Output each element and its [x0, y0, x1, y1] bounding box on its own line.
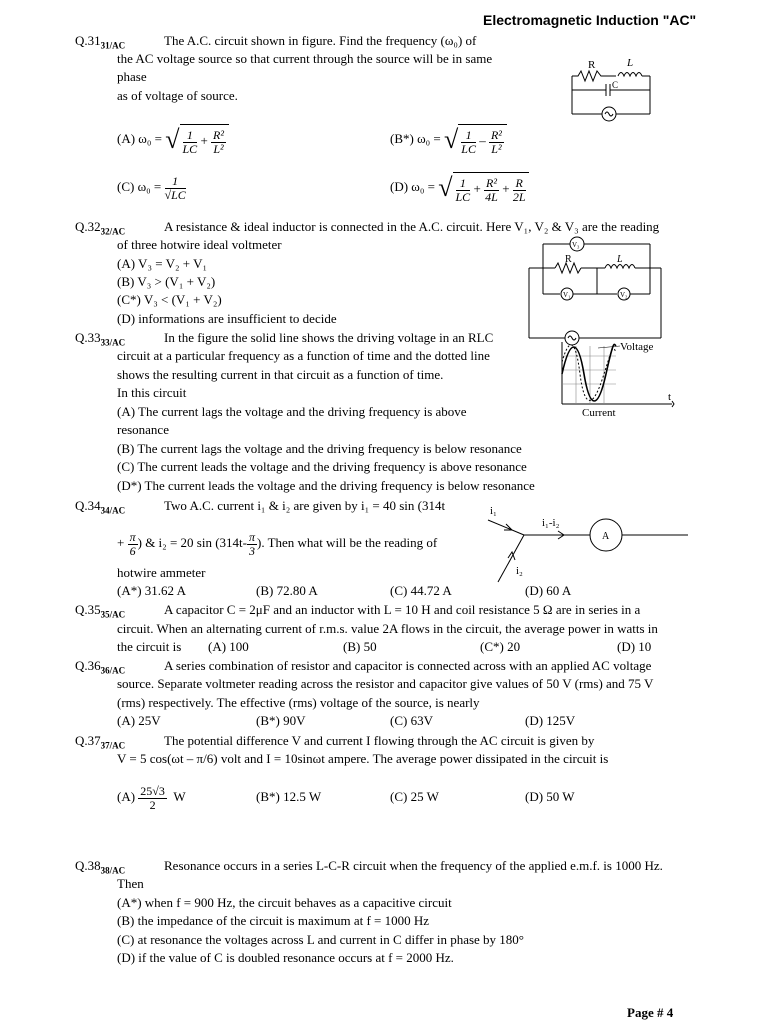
q31-option-b: (B*) ω₀ = √ $\frac{1}{LC}$ – $\frac{\text{R²}}{\text{L²}}$ [390, 124, 507, 156]
q32-option-c: (C*) V₃ < (V₁ + V₂) [117, 292, 222, 307]
question-37-line1: The potential difference V and current I flowing through the AC circuit is given by [164, 733, 595, 748]
q33-current-curve [562, 345, 616, 401]
question-31-line3: phase [117, 69, 147, 84]
question-33-line1: In the figure the solid line shows the driving voltage in an RLC [164, 330, 494, 345]
q31-label-r: R [588, 59, 596, 71]
question-32-line1: A resistance & ideal inductor is connected in the A.C. circuit. Here V₁, V₂ & V₃ are the reading [164, 219, 660, 234]
q33-option-a-line2: resonance [117, 422, 169, 437]
q37-option-b: (B*) 12.5 W [256, 789, 322, 804]
q38-option-d: (D) if the value of C is doubled resonance occurs at f = 2000 Hz. [117, 950, 454, 965]
question-number-32: $Q.32_{32/AC}$ [75, 219, 126, 237]
q33-label-current: Current [582, 407, 616, 419]
svg-text:V₂: V₂ [620, 291, 628, 299]
svg-text:V₃: V₃ [572, 241, 580, 249]
question-35-line1: A capacitor C = 2μF and an inductor with L = 10 H and coil resistance 5 Ω are in series in a [164, 602, 641, 617]
q34-option-a: (A*) 31.62 A [117, 583, 186, 598]
q31-resistor [572, 71, 616, 81]
q35-option-c: (C*) 20 [480, 639, 521, 654]
q33-waveform-graph [558, 336, 678, 422]
q32-option-b: (B) V₃ > (V₁ + V₂) [117, 274, 216, 289]
question-38-line2: Then [117, 876, 144, 891]
q34-label-i2: i₂ [516, 565, 523, 577]
q31-label-l: L [627, 57, 634, 69]
q34-label-i1: i₁ [490, 505, 497, 517]
q32-option-a: (A) V₃ = V₂ + V₁ [117, 256, 208, 271]
question-number-37: $Q.37_{37/AC}$ [75, 733, 126, 751]
svg-text:C: C [612, 80, 619, 90]
question-36-line1: A series combination of resistor and capacitor is connected across with an applied AC voltage [164, 658, 652, 673]
q33-option-b: (B) The current lags the voltage and the driving frequency is below resonance [117, 441, 522, 456]
q33-option-c: (C) The current leads the voltage and the driving frequency is above resonance [117, 459, 527, 474]
q35-option-b: (B) 50 [343, 639, 377, 654]
question-38-line1: Resonance occurs in a series L-C-R circuit when the frequency of the applied e.m.f. is 1000 Hz. [164, 858, 663, 873]
q35-option-d: (D) 10 [617, 639, 652, 654]
q37-option-c: (C) 25 W [390, 789, 439, 804]
question-36-line3: (rms) respectively. The effective (rms) voltage of the source, is nearly [117, 695, 480, 710]
q31-inductor [618, 73, 642, 77]
q33-option-d: (D*) The current leads the voltage and the driving frequency is below resonance [117, 478, 535, 493]
question-number-31: $Q.31_{31/AC}$ [75, 33, 126, 51]
question-31-line1: The A.C. circuit shown in figure. Find the frequency (ω₀) of [164, 33, 477, 48]
q33-option-a-line1: (A) The current lags the voltage and the driving frequency is above [117, 404, 467, 419]
question-34-line3: hotwire ammeter [117, 565, 206, 580]
q31-option-a: (A) ω₀ = √ $\frac{1}{LC}$ + $\frac{\text{R²}}{\text{L²}}$ [117, 124, 229, 156]
q33-label-voltage: Voltage [620, 341, 654, 353]
svg-text:L: L [617, 254, 623, 265]
q34-option-d: (D) 60 A [525, 583, 572, 598]
q36-option-d: (D) 125V [525, 713, 576, 728]
question-33-line3: shows the resulting current in that circuit as a function of time. [117, 367, 444, 382]
q35-option-a: (A) 100 [208, 639, 249, 654]
q31-circuit-diagram [566, 56, 658, 126]
q34-option-b: (B) 72.80 A [256, 583, 318, 598]
question-37-line2: V = 5 cos(ωt – π/6) volt and I = 10sinωt ampere. The average power dissipated in the circuit is [117, 751, 609, 766]
q34-option-c: (C) 44.72 A [390, 583, 452, 598]
q31-option-c: (C) ω₀ = $\frac{1}{√LC}$ [117, 173, 186, 202]
q38-option-b: (B) the impedance of the circuit is maximum at f = 1000 Hz [117, 913, 430, 928]
question-34-line1: Two A.C. current i₁ & i₂ are given by i₁ = 40 sin (314t [164, 498, 446, 513]
q31-option-d: (D) ω₀ = √ $\frac{1}{LC}$ + $\frac{\text{R²}}{4L}$ + $\frac{R}{2L}$ [390, 172, 529, 204]
question-33-line2: circuit at a particular frequency as a function of time and the dotted line [117, 348, 490, 363]
q36-option-b: (B*) 90V [256, 713, 306, 728]
question-number-38: $Q.38_{38/AC}$ [75, 858, 126, 876]
q32-circuit-diagram [525, 232, 665, 348]
question-number-34: $Q.34_{34/AC}$ [75, 498, 126, 516]
page-title: Electromagnetic Induction "AC" [483, 12, 697, 28]
q38-option-a: (A*) when f = 900 Hz, the circuit behaves as a capacitive circuit [117, 895, 452, 910]
q34-wire-i1 [488, 520, 524, 535]
question-number-36: $Q.36_{36/AC}$ [75, 658, 126, 676]
question-31-line4: as of voltage of source. [117, 88, 238, 103]
q38-option-c: (C) at resonance the voltages across L and current in C differ in phase by 180° [117, 932, 524, 947]
question-36-line2: source. Separate voltmeter reading across the resistor and capacitor give values of 50 V (rms) and 75 V [117, 676, 654, 691]
q33-voltage-curve [562, 344, 616, 401]
question-34-line2: + $\frac{\pi}{6}$ ) & i₂ = 20 sin (314t- $\frac{\pi}{3}$ ). Then what will be the reading of [117, 529, 438, 558]
q37-option-a: (A) $\frac{25√3}{2}$ W [117, 783, 186, 812]
q34-junction-diagram [478, 500, 694, 588]
q36-option-c: (C) 63V [390, 713, 433, 728]
q32-inductor [605, 265, 635, 269]
svg-text:V₁: V₁ [563, 291, 571, 299]
svg-text:A: A [602, 531, 610, 542]
question-number-33: $Q.33_{33/AC}$ [75, 330, 126, 348]
q34-label-diff: i₁-i₂ [542, 517, 560, 529]
question-number-35: $Q.35_{35/AC}$ [75, 602, 126, 620]
question-31-line2: the AC voltage source so that current through the source will be in same [117, 51, 493, 66]
question-33-line4: In this circuit [117, 385, 187, 400]
question-35-line3: the circuit is [117, 639, 182, 654]
q37-option-d: (D) 50 W [525, 789, 575, 804]
svg-text:R: R [565, 254, 572, 265]
page-number: Page # 4 [627, 1005, 674, 1020]
q33-label-t: t [668, 391, 672, 403]
question-35-line2: circuit. When an alternating current of r.m.s. value 2A flows in the circuit, the average power in watts in [117, 621, 658, 636]
q32-option-d: (D) informations are insufficient to decide [117, 311, 337, 326]
q36-option-a: (A) 25V [117, 713, 161, 728]
question-32-line2: of three hotwire ideal voltmeter [117, 237, 282, 252]
